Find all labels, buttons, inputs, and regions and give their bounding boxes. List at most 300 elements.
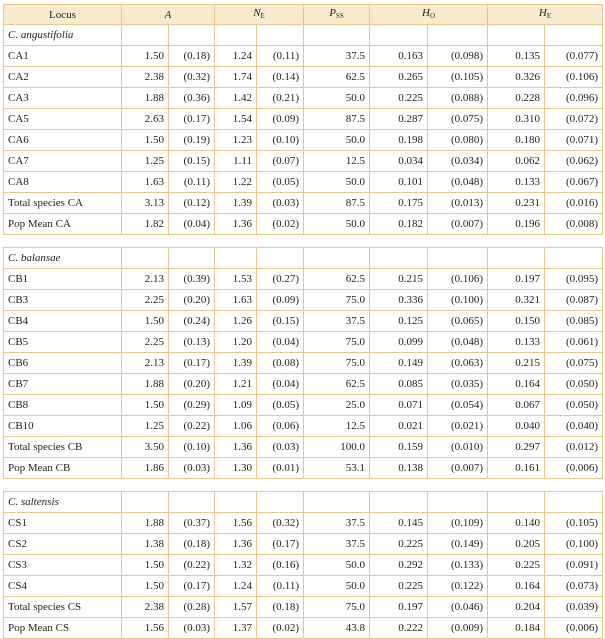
cell-a-se: (0.12) (169, 193, 215, 214)
cell-ne-se: (0.05) (257, 395, 304, 416)
spacer-cell (257, 235, 304, 248)
cell-locus: Pop Mean CB (4, 458, 122, 479)
cell-he-se: (0.071) (545, 130, 603, 151)
cell-a: 1.56 (122, 618, 169, 639)
cell-a: 2.13 (122, 269, 169, 290)
empty-cell (257, 248, 304, 269)
cell-he: 0.321 (488, 290, 545, 311)
cell-ne-se: (0.14) (257, 67, 304, 88)
cell-he-se: (0.067) (545, 172, 603, 193)
cell-ho-se: (0.109) (428, 513, 488, 534)
cell-locus: Total species CA (4, 193, 122, 214)
cell-pss: 12.5 (304, 416, 370, 437)
cell-ho-se: (0.149) (428, 534, 488, 555)
cell-ne: 1.39 (215, 193, 257, 214)
cell-locus: CB7 (4, 374, 122, 395)
empty-cell (257, 25, 304, 46)
spacer-cell (370, 235, 428, 248)
cell-ho: 0.198 (370, 130, 428, 151)
cell-ho-se: (0.133) (428, 555, 488, 576)
cell-he: 0.184 (488, 618, 545, 639)
cell-ne: 1.39 (215, 353, 257, 374)
cell-locus: CB8 (4, 395, 122, 416)
cell-a-se: (0.28) (169, 597, 215, 618)
cell-a-se: (0.17) (169, 109, 215, 130)
cell-ne: 1.22 (215, 172, 257, 193)
genetic-diversity-table (3, 4, 603, 639)
table-row (4, 46, 603, 67)
cell-ne-se: (0.08) (257, 353, 304, 374)
spacer-cell (4, 235, 122, 248)
cell-locus: Total species CS (4, 597, 122, 618)
cell-a-se: (0.04) (169, 214, 215, 235)
section-spacer (4, 479, 603, 492)
section-title-row (4, 492, 603, 513)
table-row (4, 534, 603, 555)
cell-ne: 1.57 (215, 597, 257, 618)
cell-ho: 0.101 (370, 172, 428, 193)
table-row (4, 555, 603, 576)
cell-ne: 1.24 (215, 576, 257, 597)
cell-he: 0.062 (488, 151, 545, 172)
header-he-label: H (538, 7, 547, 19)
cell-he: 0.164 (488, 374, 545, 395)
cell-locus: CS4 (4, 576, 122, 597)
cell-he: 0.205 (488, 534, 545, 555)
cell-ho: 0.222 (370, 618, 428, 639)
cell-ne-se: (0.18) (257, 597, 304, 618)
table-row (4, 311, 603, 332)
table-row (4, 437, 603, 458)
cell-he: 0.133 (488, 172, 545, 193)
cell-ho-se: (0.021) (428, 416, 488, 437)
cell-a-se: (0.18) (169, 46, 215, 67)
cell-locus: CB5 (4, 332, 122, 353)
cell-pss: 75.0 (304, 332, 370, 353)
cell-ne-se: (0.15) (257, 311, 304, 332)
cell-ne: 1.54 (215, 109, 257, 130)
section-title-row (4, 248, 603, 269)
spacer-cell (215, 235, 257, 248)
table-row (4, 332, 603, 353)
cell-a-se: (0.13) (169, 332, 215, 353)
cell-a-se: (0.39) (169, 269, 215, 290)
cell-ho: 0.225 (370, 88, 428, 109)
cell-he-se: (0.085) (545, 311, 603, 332)
cell-ne: 1.37 (215, 618, 257, 639)
cell-a: 1.50 (122, 130, 169, 151)
cell-ho: 0.021 (370, 416, 428, 437)
empty-cell (545, 492, 603, 513)
cell-a: 2.63 (122, 109, 169, 130)
cell-he: 0.140 (488, 513, 545, 534)
cell-ne-se: (0.11) (257, 46, 304, 67)
section-title: C. angustifolia (4, 25, 122, 46)
cell-locus: Total species CB (4, 437, 122, 458)
cell-ho: 0.215 (370, 269, 428, 290)
empty-cell (488, 248, 545, 269)
cell-ne-se: (0.04) (257, 332, 304, 353)
cell-he-se: (0.006) (545, 458, 603, 479)
cell-a-se: (0.32) (169, 67, 215, 88)
empty-cell (169, 248, 215, 269)
cell-a: 1.82 (122, 214, 169, 235)
table-row (4, 416, 603, 437)
cell-ho: 0.099 (370, 332, 428, 353)
cell-ho-se: (0.106) (428, 269, 488, 290)
cell-a: 1.50 (122, 555, 169, 576)
cell-a: 1.25 (122, 151, 169, 172)
cell-locus: CA5 (4, 109, 122, 130)
cell-a: 1.63 (122, 172, 169, 193)
cell-ne-se: (0.09) (257, 290, 304, 311)
cell-a: 1.50 (122, 311, 169, 332)
cell-ne-se: (0.04) (257, 374, 304, 395)
cell-a: 2.13 (122, 353, 169, 374)
table-row (4, 353, 603, 374)
cell-he: 0.164 (488, 576, 545, 597)
header-he-subscript: E (546, 12, 552, 20)
cell-a: 2.38 (122, 67, 169, 88)
cell-ne: 1.23 (215, 130, 257, 151)
spacer-cell (488, 235, 545, 248)
cell-pss: 25.0 (304, 395, 370, 416)
cell-ne: 1.56 (215, 513, 257, 534)
cell-pss: 50.0 (304, 555, 370, 576)
table-row (4, 374, 603, 395)
table-row (4, 290, 603, 311)
cell-a: 1.50 (122, 46, 169, 67)
cell-ne-se: (0.06) (257, 416, 304, 437)
cell-ne: 1.74 (215, 67, 257, 88)
cell-a-se: (0.20) (169, 374, 215, 395)
table-row (4, 172, 603, 193)
header-pss-label: P (329, 7, 336, 19)
table-row (4, 269, 603, 290)
spacer-cell (122, 235, 169, 248)
cell-he-se: (0.039) (545, 597, 603, 618)
cell-locus: CS1 (4, 513, 122, 534)
cell-a-se: (0.03) (169, 458, 215, 479)
table-row (4, 88, 603, 109)
cell-ne: 1.53 (215, 269, 257, 290)
cell-he: 0.204 (488, 597, 545, 618)
empty-cell (370, 25, 428, 46)
cell-ho: 0.287 (370, 109, 428, 130)
spacer-cell (4, 479, 122, 492)
empty-cell (428, 25, 488, 46)
cell-locus: CB4 (4, 311, 122, 332)
cell-he: 0.197 (488, 269, 545, 290)
cell-he: 0.135 (488, 46, 545, 67)
cell-locus: Pop Mean CA (4, 214, 122, 235)
cell-he-se: (0.106) (545, 67, 603, 88)
header-ho (370, 5, 488, 25)
cell-he-se: (0.105) (545, 513, 603, 534)
cell-ho: 0.292 (370, 555, 428, 576)
table-row (4, 193, 603, 214)
empty-cell (215, 492, 257, 513)
cell-ho: 0.085 (370, 374, 428, 395)
cell-ho-se: (0.080) (428, 130, 488, 151)
header-a (122, 5, 215, 25)
cell-he: 0.067 (488, 395, 545, 416)
cell-he-se: (0.072) (545, 109, 603, 130)
cell-he-se: (0.095) (545, 269, 603, 290)
cell-he-se: (0.012) (545, 437, 603, 458)
cell-a: 1.88 (122, 374, 169, 395)
cell-pss: 62.5 (304, 374, 370, 395)
header-he (488, 5, 603, 25)
cell-a-se: (0.03) (169, 618, 215, 639)
cell-ho-se: (0.122) (428, 576, 488, 597)
cell-a: 1.88 (122, 88, 169, 109)
cell-ne-se: (0.01) (257, 458, 304, 479)
cell-ho-se: (0.013) (428, 193, 488, 214)
empty-cell (122, 492, 169, 513)
cell-he-se: (0.073) (545, 576, 603, 597)
cell-he: 0.231 (488, 193, 545, 214)
spacer-cell (370, 479, 428, 492)
spacer-cell (257, 479, 304, 492)
cell-a: 3.13 (122, 193, 169, 214)
cell-ne-se: (0.32) (257, 513, 304, 534)
cell-ho: 0.138 (370, 458, 428, 479)
cell-ne-se: (0.21) (257, 88, 304, 109)
spacer-cell (304, 479, 370, 492)
cell-ne: 1.06 (215, 416, 257, 437)
cell-a-se: (0.22) (169, 416, 215, 437)
empty-cell (169, 25, 215, 46)
cell-he-se: (0.062) (545, 151, 603, 172)
cell-ne: 1.36 (215, 214, 257, 235)
section-spacer (4, 235, 603, 248)
cell-locus: CB6 (4, 353, 122, 374)
cell-locus: CB3 (4, 290, 122, 311)
cell-ne-se: (0.17) (257, 534, 304, 555)
cell-locus: CA8 (4, 172, 122, 193)
cell-ne: 1.30 (215, 458, 257, 479)
cell-pss: 62.5 (304, 269, 370, 290)
cell-locus: CA6 (4, 130, 122, 151)
cell-locus: CS2 (4, 534, 122, 555)
cell-he: 0.215 (488, 353, 545, 374)
header-row (4, 5, 603, 25)
header-pss-subscript: SS (335, 12, 344, 20)
cell-locus: CB1 (4, 269, 122, 290)
table-row (4, 597, 603, 618)
cell-he-se: (0.040) (545, 416, 603, 437)
cell-ho: 0.163 (370, 46, 428, 67)
cell-a: 1.86 (122, 458, 169, 479)
cell-pss: 37.5 (304, 513, 370, 534)
cell-he: 0.150 (488, 311, 545, 332)
empty-cell (122, 248, 169, 269)
cell-pss: 50.0 (304, 214, 370, 235)
cell-ho-se: (0.034) (428, 151, 488, 172)
cell-he: 0.161 (488, 458, 545, 479)
cell-pss: 75.0 (304, 290, 370, 311)
cell-locus: CA2 (4, 67, 122, 88)
spacer-cell (304, 235, 370, 248)
cell-he-se: (0.096) (545, 88, 603, 109)
cell-he: 0.180 (488, 130, 545, 151)
empty-cell (304, 492, 370, 513)
cell-ne: 1.36 (215, 534, 257, 555)
spacer-cell (428, 235, 488, 248)
table-row (4, 151, 603, 172)
cell-ho: 0.034 (370, 151, 428, 172)
cell-ne-se: (0.05) (257, 172, 304, 193)
cell-a: 1.38 (122, 534, 169, 555)
cell-he: 0.310 (488, 109, 545, 130)
cell-he: 0.326 (488, 67, 545, 88)
cell-pss: 50.0 (304, 130, 370, 151)
cell-ho-se: (0.088) (428, 88, 488, 109)
cell-locus: CA1 (4, 46, 122, 67)
table-row (4, 130, 603, 151)
cell-ho: 0.265 (370, 67, 428, 88)
cell-ne-se: (0.16) (257, 555, 304, 576)
cell-ne-se: (0.11) (257, 576, 304, 597)
cell-ne: 1.24 (215, 46, 257, 67)
cell-a: 1.25 (122, 416, 169, 437)
cell-a-se: (0.37) (169, 513, 215, 534)
cell-a: 2.25 (122, 290, 169, 311)
cell-ne: 1.36 (215, 437, 257, 458)
header-ne-label: N (253, 7, 261, 19)
cell-pss: 12.5 (304, 151, 370, 172)
cell-ne-se: (0.10) (257, 130, 304, 151)
table-row (4, 67, 603, 88)
cell-pss: 53.1 (304, 458, 370, 479)
cell-pss: 75.0 (304, 353, 370, 374)
cell-pss: 37.5 (304, 534, 370, 555)
cell-pss: 37.5 (304, 311, 370, 332)
empty-cell (428, 492, 488, 513)
genetic-diversity-table-container (3, 4, 602, 639)
cell-ho-se: (0.063) (428, 353, 488, 374)
cell-ho-se: (0.046) (428, 597, 488, 618)
cell-he-se: (0.077) (545, 46, 603, 67)
cell-pss: 87.5 (304, 109, 370, 130)
cell-ho: 0.336 (370, 290, 428, 311)
cell-ho-se: (0.075) (428, 109, 488, 130)
header-ne-subscript: E (260, 12, 265, 20)
cell-pss: 50.0 (304, 88, 370, 109)
cell-he-se: (0.075) (545, 353, 603, 374)
table-row (4, 395, 603, 416)
cell-ho-se: (0.007) (428, 458, 488, 479)
cell-ho-se: (0.065) (428, 311, 488, 332)
empty-cell (215, 25, 257, 46)
cell-ne: 1.63 (215, 290, 257, 311)
cell-a: 1.50 (122, 395, 169, 416)
empty-cell (545, 248, 603, 269)
cell-ho-se: (0.054) (428, 395, 488, 416)
empty-cell (169, 492, 215, 513)
cell-ne-se: (0.03) (257, 437, 304, 458)
cell-he-se: (0.100) (545, 534, 603, 555)
cell-a-se: (0.18) (169, 534, 215, 555)
table-row (4, 109, 603, 130)
cell-ne-se: (0.27) (257, 269, 304, 290)
cell-locus: CA7 (4, 151, 122, 172)
table-row (4, 576, 603, 597)
empty-cell (257, 492, 304, 513)
cell-he: 0.040 (488, 416, 545, 437)
cell-a-se: (0.22) (169, 555, 215, 576)
cell-ho: 0.149 (370, 353, 428, 374)
cell-ho: 0.225 (370, 576, 428, 597)
cell-pss: 100.0 (304, 437, 370, 458)
cell-a-se: (0.17) (169, 576, 215, 597)
empty-cell (545, 25, 603, 46)
cell-pss: 75.0 (304, 597, 370, 618)
cell-ne: 1.09 (215, 395, 257, 416)
cell-ho: 0.071 (370, 395, 428, 416)
spacer-cell (545, 235, 603, 248)
header-locus: Locus (4, 5, 122, 25)
cell-he: 0.297 (488, 437, 545, 458)
cell-ho: 0.145 (370, 513, 428, 534)
empty-cell (215, 248, 257, 269)
cell-ne-se: (0.03) (257, 193, 304, 214)
cell-pss: 43.8 (304, 618, 370, 639)
table-row (4, 618, 603, 639)
cell-ho: 0.225 (370, 534, 428, 555)
table-row (4, 513, 603, 534)
header-ne (215, 5, 304, 25)
cell-he-se: (0.016) (545, 193, 603, 214)
cell-he-se: (0.061) (545, 332, 603, 353)
spacer-cell (169, 235, 215, 248)
cell-a-se: (0.20) (169, 290, 215, 311)
spacer-cell (215, 479, 257, 492)
cell-locus: CA3 (4, 88, 122, 109)
empty-cell (304, 25, 370, 46)
empty-cell (428, 248, 488, 269)
cell-he: 0.225 (488, 555, 545, 576)
header-ho-subscript: O (429, 12, 436, 20)
cell-he: 0.196 (488, 214, 545, 235)
table-row (4, 214, 603, 235)
cell-ho: 0.159 (370, 437, 428, 458)
cell-ne-se: (0.09) (257, 109, 304, 130)
header-ho-label: H (422, 7, 430, 19)
cell-he-se: (0.050) (545, 395, 603, 416)
cell-a: 1.50 (122, 576, 169, 597)
cell-a-se: (0.36) (169, 88, 215, 109)
cell-ne: 1.11 (215, 151, 257, 172)
cell-locus: Pop Mean CS (4, 618, 122, 639)
empty-cell (370, 248, 428, 269)
cell-a-se: (0.19) (169, 130, 215, 151)
cell-locus: CB10 (4, 416, 122, 437)
cell-ho: 0.197 (370, 597, 428, 618)
spacer-cell (428, 479, 488, 492)
cell-ne: 1.26 (215, 311, 257, 332)
cell-he-se: (0.050) (545, 374, 603, 395)
cell-ho-se: (0.100) (428, 290, 488, 311)
cell-ho-se: (0.048) (428, 172, 488, 193)
cell-ho: 0.175 (370, 193, 428, 214)
cell-he: 0.133 (488, 332, 545, 353)
cell-he: 0.228 (488, 88, 545, 109)
cell-ho-se: (0.007) (428, 214, 488, 235)
cell-he-se: (0.006) (545, 618, 603, 639)
cell-ho-se: (0.009) (428, 618, 488, 639)
